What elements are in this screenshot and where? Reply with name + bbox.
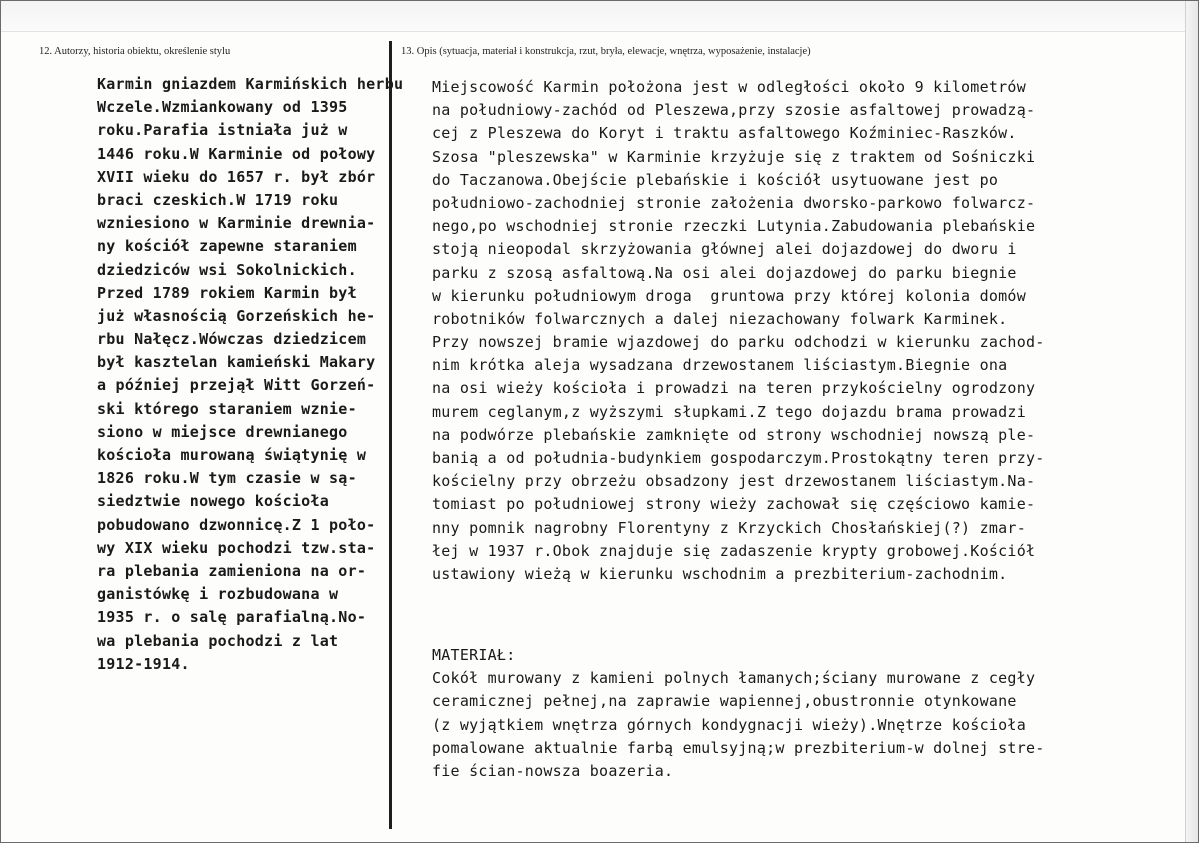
page-right-edge (1185, 1, 1198, 842)
history-text-line: 1935 r. o salę parafialną.No- (97, 608, 367, 627)
description-text-line: Miejscowość Karmin położona jest w odległości około 9 kilometrów (432, 78, 1026, 96)
description-text-line: na osi wieży kościoła i prowadzi na teren przykościelny ogrodzony (432, 379, 1036, 398)
description-text-line: w kierunku południowym droga gruntowa przy której kolonia domów (432, 286, 1026, 305)
history-text-line: braci czeskich.W 1719 roku (97, 190, 339, 209)
description-text-line: banią a od południa-budynkiem gospodarczym.Prostokątny teren przy- (432, 449, 1045, 467)
description-text-line: ustawiony wieżą w kierunku wschodnim a prezbiterium-zachodnim. (432, 564, 1008, 583)
history-text-line: 1446 roku.W Karminie od połowy (97, 144, 376, 163)
material-text-line: (z wyjątkiem wnętrza górnych kondygnacji wieży).Wnętrze kościoła (432, 715, 1026, 734)
description-text-line: nny pomnik nagrobny Florentyny z Krzyckich Chosłańskiej(?) zmar- (432, 518, 1026, 537)
material-text-line: fie ścian-nowsza boazeria. (432, 761, 674, 780)
history-text-line: dziedziców wsi Sokolnickich. (97, 260, 357, 279)
history-text-line: XVII wieku do 1657 r. był zbór (97, 167, 376, 186)
history-text-line: roku.Parafia istniała już w (97, 121, 348, 140)
material-text-column (432, 644, 1045, 783)
description-text-line: parku z szosą asfaltową.Na osi alei dojazdowej do parku biegnie (432, 263, 1017, 282)
description-text-line: cej z Pleszewa do Koryt i traktu asfaltowego Koźminiec-Raszków. (432, 124, 1017, 143)
history-text-line: ra plebania zamieniona na or- (97, 561, 367, 580)
description-text-line: południowo-zachodniej stronie założenia dworsko-parkowo folwarcz- (432, 193, 1036, 212)
description-text-line: robotników folwarcznych a dalej niezachowany folwark Karminek. (432, 309, 1008, 328)
history-text-line: siono w miejsce drewnianego (97, 422, 348, 441)
material-text-line: Cokół murowany z kamieni polnych łamanych;ściany murowane z cegły (432, 669, 1036, 688)
description-text-line: na południowy-zachód od Pleszewa,przy szosie asfaltowej prowadzą- (432, 101, 1036, 120)
description-text-line: nim krótka aleja wysadzana drzewostanem liściastym.Biegnie ona (432, 356, 1008, 375)
description-text-line: murem ceglanym,z wyższymi słupkami.Z tego dojazdu brama prowadzi (432, 402, 1026, 421)
history-text-line: kościoła murowaną świątynię w (97, 446, 367, 464)
description-text-line: tomiast po południowej strony wieży zachował się częściowo kamie- (432, 495, 1036, 514)
history-text-line: Karmin gniazdem Karmińskich herbu (97, 75, 404, 93)
description-text-column (432, 76, 1045, 586)
history-text-line: był kasztelan kamieński Makary (97, 353, 376, 372)
description-text-line: Szosa "pleszewska" w Karminie krzyżuje się z traktem od Sośniczki (432, 147, 1036, 166)
history-text-line: ski którego staraniem wznie- (97, 399, 357, 418)
history-text-line: Wczele.Wzmiankowany od 1395 (97, 98, 348, 117)
description-text-line: kościelny przy obrzeżu obsadzony jest drzewostanem liściastym.Na- (432, 472, 1036, 491)
history-text-line: ny kościół zapewne staraniem (97, 237, 357, 256)
material-text-line: MATERIAŁ: (432, 646, 516, 664)
section-12-heading: 12. Autorzy, historia obiektu, określenie stylu (39, 46, 231, 57)
history-text-line: 1826 roku.W tym czasie w są- (97, 469, 357, 488)
history-text-line: rbu Nałęcz.Wówczas dziedzicem (97, 330, 367, 349)
history-text-line: już własnością Gorzeńskich he- (97, 306, 376, 325)
history-text-line: ganistówkę i rozbudowana w (97, 585, 339, 604)
history-text-column (97, 73, 403, 676)
material-text-line: pomalowane aktualnie farbą emulsyjną;w prezbiterium-w dolnej stre- (432, 738, 1045, 757)
history-text-line: Przed 1789 rokiem Karmin był (97, 283, 357, 302)
material-text-line: ceramicznej pełnej,na zaprawie wapiennej,obustronnie otynkowane (432, 692, 1017, 711)
history-text-line: wzniesiono w Karminie drewnia- (97, 214, 376, 233)
page-top-edge (1, 1, 1198, 32)
description-text-line: na podwórze plebańskie zamknięte od strony wschodniej nowszą ple- (432, 425, 1036, 444)
description-text-line: nego,po wschodniej stronie rzeczki Lutynia.Zabudowania plebańskie (432, 217, 1036, 236)
history-text-line: a później przejął Witt Gorzeń- (97, 376, 376, 395)
description-text-line: łej w 1937 r.Obok znajduje się zadaszenie krypty grobowej.Kościół (432, 541, 1036, 560)
history-text-line: siedztwie nowego kościoła (97, 492, 330, 511)
description-text-line: do Taczanowa.Obejście plebańskie i kościół usytuowane jest po (432, 170, 999, 189)
section-13-heading: 13. Opis (sytuacja, materiał i konstrukcja, rzut, bryła, elewacje, wnętrza, wyposażenie, instalacje) (401, 46, 811, 57)
history-text-line: pobudowano dzwonnicę.Z 1 poło- (97, 515, 376, 534)
history-text-line: wy XIX wieku pochodzi tzw.sta- (97, 538, 376, 557)
description-text-line: stoją nieopodal skrzyżowania głównej alei dojazdowej do dworu i (432, 240, 1017, 259)
history-text-line: 1912-1914. (97, 654, 190, 673)
description-text-line: Przy nowszej bramie wjazdowej do parku odchodzi w kierunku zachod- (432, 333, 1045, 352)
history-text-line: wa plebania pochodzi z lat (97, 631, 339, 650)
